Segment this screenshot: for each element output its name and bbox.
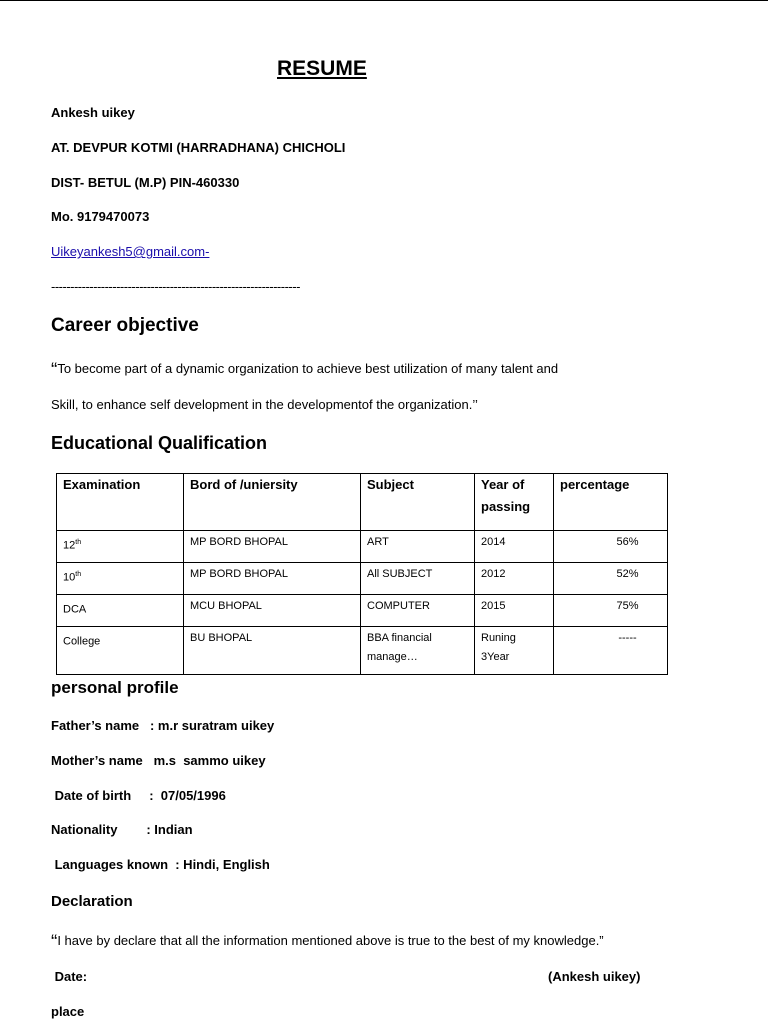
declaration-statement: I have by declare that all the information mentioned above is true to the best of my knowledge.”	[57, 933, 604, 948]
signature-name: (Ankesh uikey)	[548, 969, 641, 984]
personal-profile-heading: personal profile	[51, 678, 179, 697]
percentage-cell: 56%	[554, 531, 668, 563]
board-cell: MP BORD BHOPAL	[184, 531, 361, 563]
table-header-row	[57, 474, 668, 531]
board-cell: MCU BHOPAL	[184, 595, 361, 627]
column-header: Subject	[361, 474, 475, 531]
table-row	[57, 627, 668, 675]
education-table	[56, 473, 668, 675]
fathers-name: Father’s name : m.r suratram uikey	[51, 718, 275, 733]
nationality: Nationality : Indian	[51, 822, 193, 837]
year-cell: 2012	[475, 563, 554, 595]
percentage-cell: 52%	[554, 563, 668, 595]
declaration-text	[51, 932, 604, 954]
percentage-cell: 75%	[554, 595, 668, 627]
address-line-2: DIST- BETUL (M.P) PIN-460330	[51, 175, 240, 190]
board-cell: BU BHOPAL	[184, 627, 361, 675]
career-objective-line-2: Skill, to enhance self development in the developmentof the organization.’’	[51, 397, 478, 412]
exam-cell: DCA	[57, 595, 184, 627]
mobile-number: Mo. 9179470073	[51, 209, 150, 224]
date-of-birth: Date of birth : 07/05/1996	[51, 788, 226, 803]
candidate-name: Ankesh uikey	[51, 105, 135, 120]
table-row	[57, 595, 668, 627]
declaration-heading: Declaration	[51, 893, 133, 910]
subject-cell: BBA financial manage…	[361, 627, 475, 675]
address-line-1: AT. DEVPUR KOTMI (HARRADHANA) CHICHOLI	[51, 140, 346, 155]
divider-dashes: -----------------------------------------------------------------	[51, 279, 300, 294]
date-label: Date:	[51, 969, 88, 984]
open-quote: “	[51, 360, 58, 381]
mothers-name: Mother’s name m.s sammo uikey	[51, 753, 266, 768]
email-link[interactable]: Uikeyankesh5@gmail.com-	[51, 244, 210, 259]
column-header: Year of passing	[475, 474, 554, 531]
column-header: Examination	[57, 474, 184, 531]
education-heading: Educational Qualification	[51, 433, 268, 453]
place-label: place	[51, 1004, 85, 1019]
career-objective-heading: Career objective	[51, 315, 199, 336]
top-border-line	[0, 0, 768, 1]
subject-cell: All SUBJECT	[361, 563, 475, 595]
year-cell: Runing 3Year	[475, 627, 554, 675]
table-row	[57, 531, 668, 563]
year-cell: 2014	[475, 531, 554, 563]
subject-cell: ART	[361, 531, 475, 563]
column-header: percentage	[554, 474, 668, 531]
board-cell: MP BORD BHOPAL	[184, 563, 361, 595]
languages-known: Languages known : Hindi, English	[51, 857, 270, 872]
subject-cell: COMPUTER	[361, 595, 475, 627]
percentage-cell: -----	[554, 627, 668, 675]
exam-cell: College	[57, 627, 184, 675]
page-title: RESUME	[277, 57, 367, 80]
exam-cell: 12th	[57, 531, 184, 563]
table-row	[57, 563, 668, 595]
exam-cell: 10th	[57, 563, 184, 595]
career-objective-text-1: To become part of a dynamic organization to achieve best utilization of many talent and	[57, 361, 559, 376]
open-quote: “	[51, 932, 58, 953]
career-objective-line-1	[51, 360, 558, 382]
year-cell: 2015	[475, 595, 554, 627]
column-header: Bord of /uniersity	[184, 474, 361, 531]
